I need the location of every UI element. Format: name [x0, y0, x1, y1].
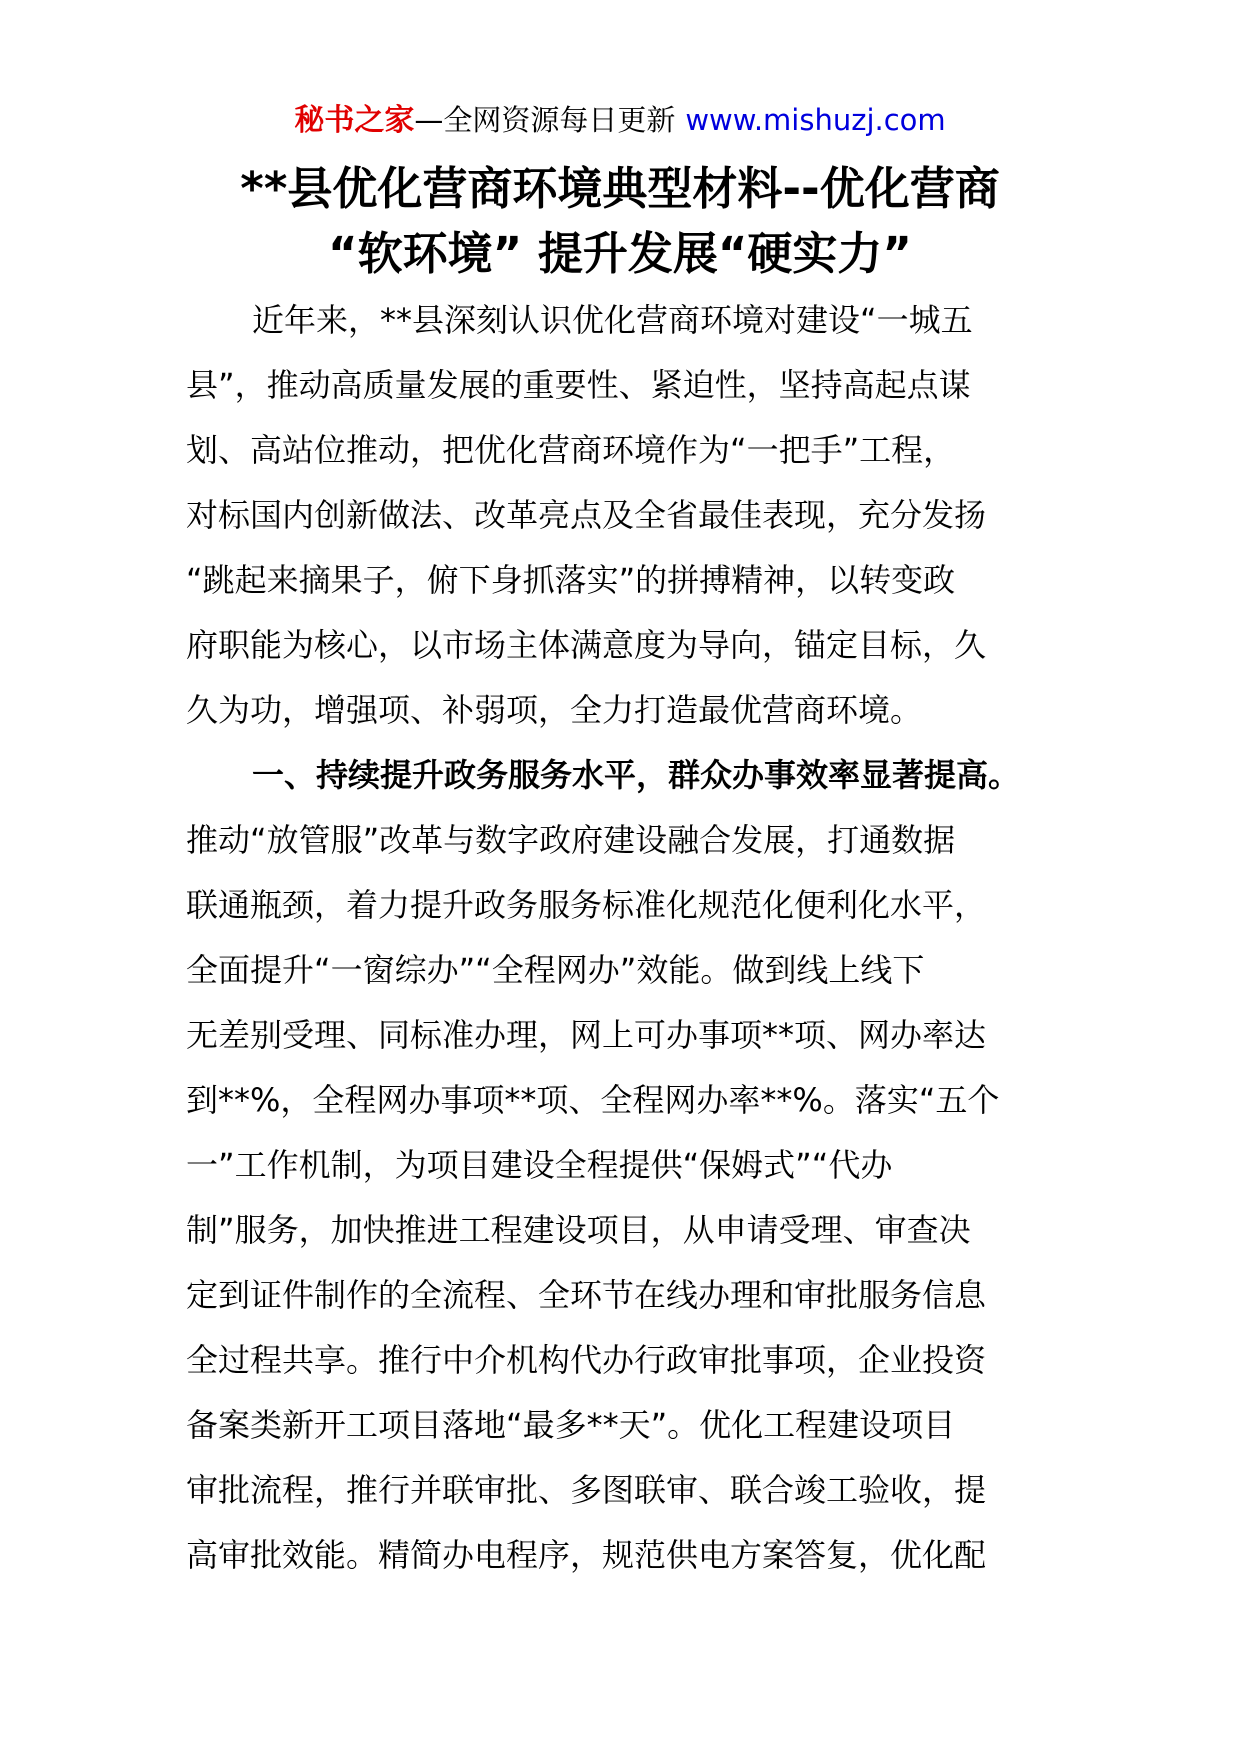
- section-1-line: 无差别受理、同标准办理，网上可办事项**项、网办率达: [186, 1016, 987, 1054]
- section-1-line: 全过程共享。推行中介机构代办行政审批事项，企业投资: [186, 1341, 987, 1379]
- section-1-line: 到**%，全程网办事项**项、全程网办率**%。落实“五个: [186, 1081, 1000, 1119]
- title-line-1: **县优化营商环境典型材料--优化营商: [240, 162, 1000, 215]
- header-tagline: —全网资源每日更新: [414, 103, 676, 137]
- title-line-2: “软环境” 提升发展“硬实力”: [328, 227, 912, 280]
- section-1-heading: 一、持续提升政务服务水平，群众办事效率显著提高。: [252, 756, 1021, 794]
- section-1-line: 高审批效能。精简办电程序，规范供电方案答复，优化配: [186, 1536, 987, 1574]
- section-1-line: 备案类新开工项目落地“最多**天”。优化工程建设项目: [186, 1406, 956, 1444]
- paragraph-1-line: 划、高站位推动，把优化营商环境作为“一把手”工程，: [186, 431, 956, 469]
- section-1-line: 审批流程，推行并联审批、多图联审、联合竣工验收，提: [186, 1471, 987, 1509]
- paragraph-1-line: 县”，推动高质量发展的重要性、紧迫性，坚持高起点谋: [186, 366, 971, 404]
- document-body: [186, 288, 1076, 1588]
- section-1-line: 全面提升“一窗综办”“全程网办”效能。做到线上线下: [186, 951, 925, 989]
- section-1-line: 推动“放管服”改革与数字政府建设融合发展，打通数据: [186, 821, 956, 859]
- section-1-line: 制”服务，加快推进工程建设项目，从申请受理、审查决: [186, 1211, 971, 1249]
- paragraph-1-line: 府职能为核心，以市场主体满意度为导向，锚定目标，久: [186, 626, 987, 664]
- section-1-line: 定到证件制作的全流程、全环节在线办理和审批服务信息: [186, 1276, 987, 1314]
- section-1-line: 一”工作机制，为项目建设全程提供“保姆式”“代办: [186, 1146, 893, 1184]
- paragraph-1-line: 久为功，增强项、补弱项，全力打造最优营商环境。: [186, 691, 923, 729]
- paragraph-1-line: “跳起来摘果子，俯下身抓落实”的拼搏精神，以转变政: [186, 561, 956, 599]
- brand-name: 秘书之家: [294, 103, 415, 138]
- site-header: [0, 100, 1240, 141]
- site-url-link[interactable]: www.mishuzj.com: [685, 103, 946, 137]
- paragraph-1-line: 近年来，**县深刻认识优化营商环境对建设“一城五: [252, 301, 973, 339]
- paragraph-1-line: 对标国内创新做法、改革亮点及全省最佳表现，充分发扬: [186, 496, 987, 534]
- section-1-line: 联通瓶颈，着力提升政务服务标准化规范化便利化水平，: [186, 886, 987, 924]
- document-title: [150, 158, 1090, 288]
